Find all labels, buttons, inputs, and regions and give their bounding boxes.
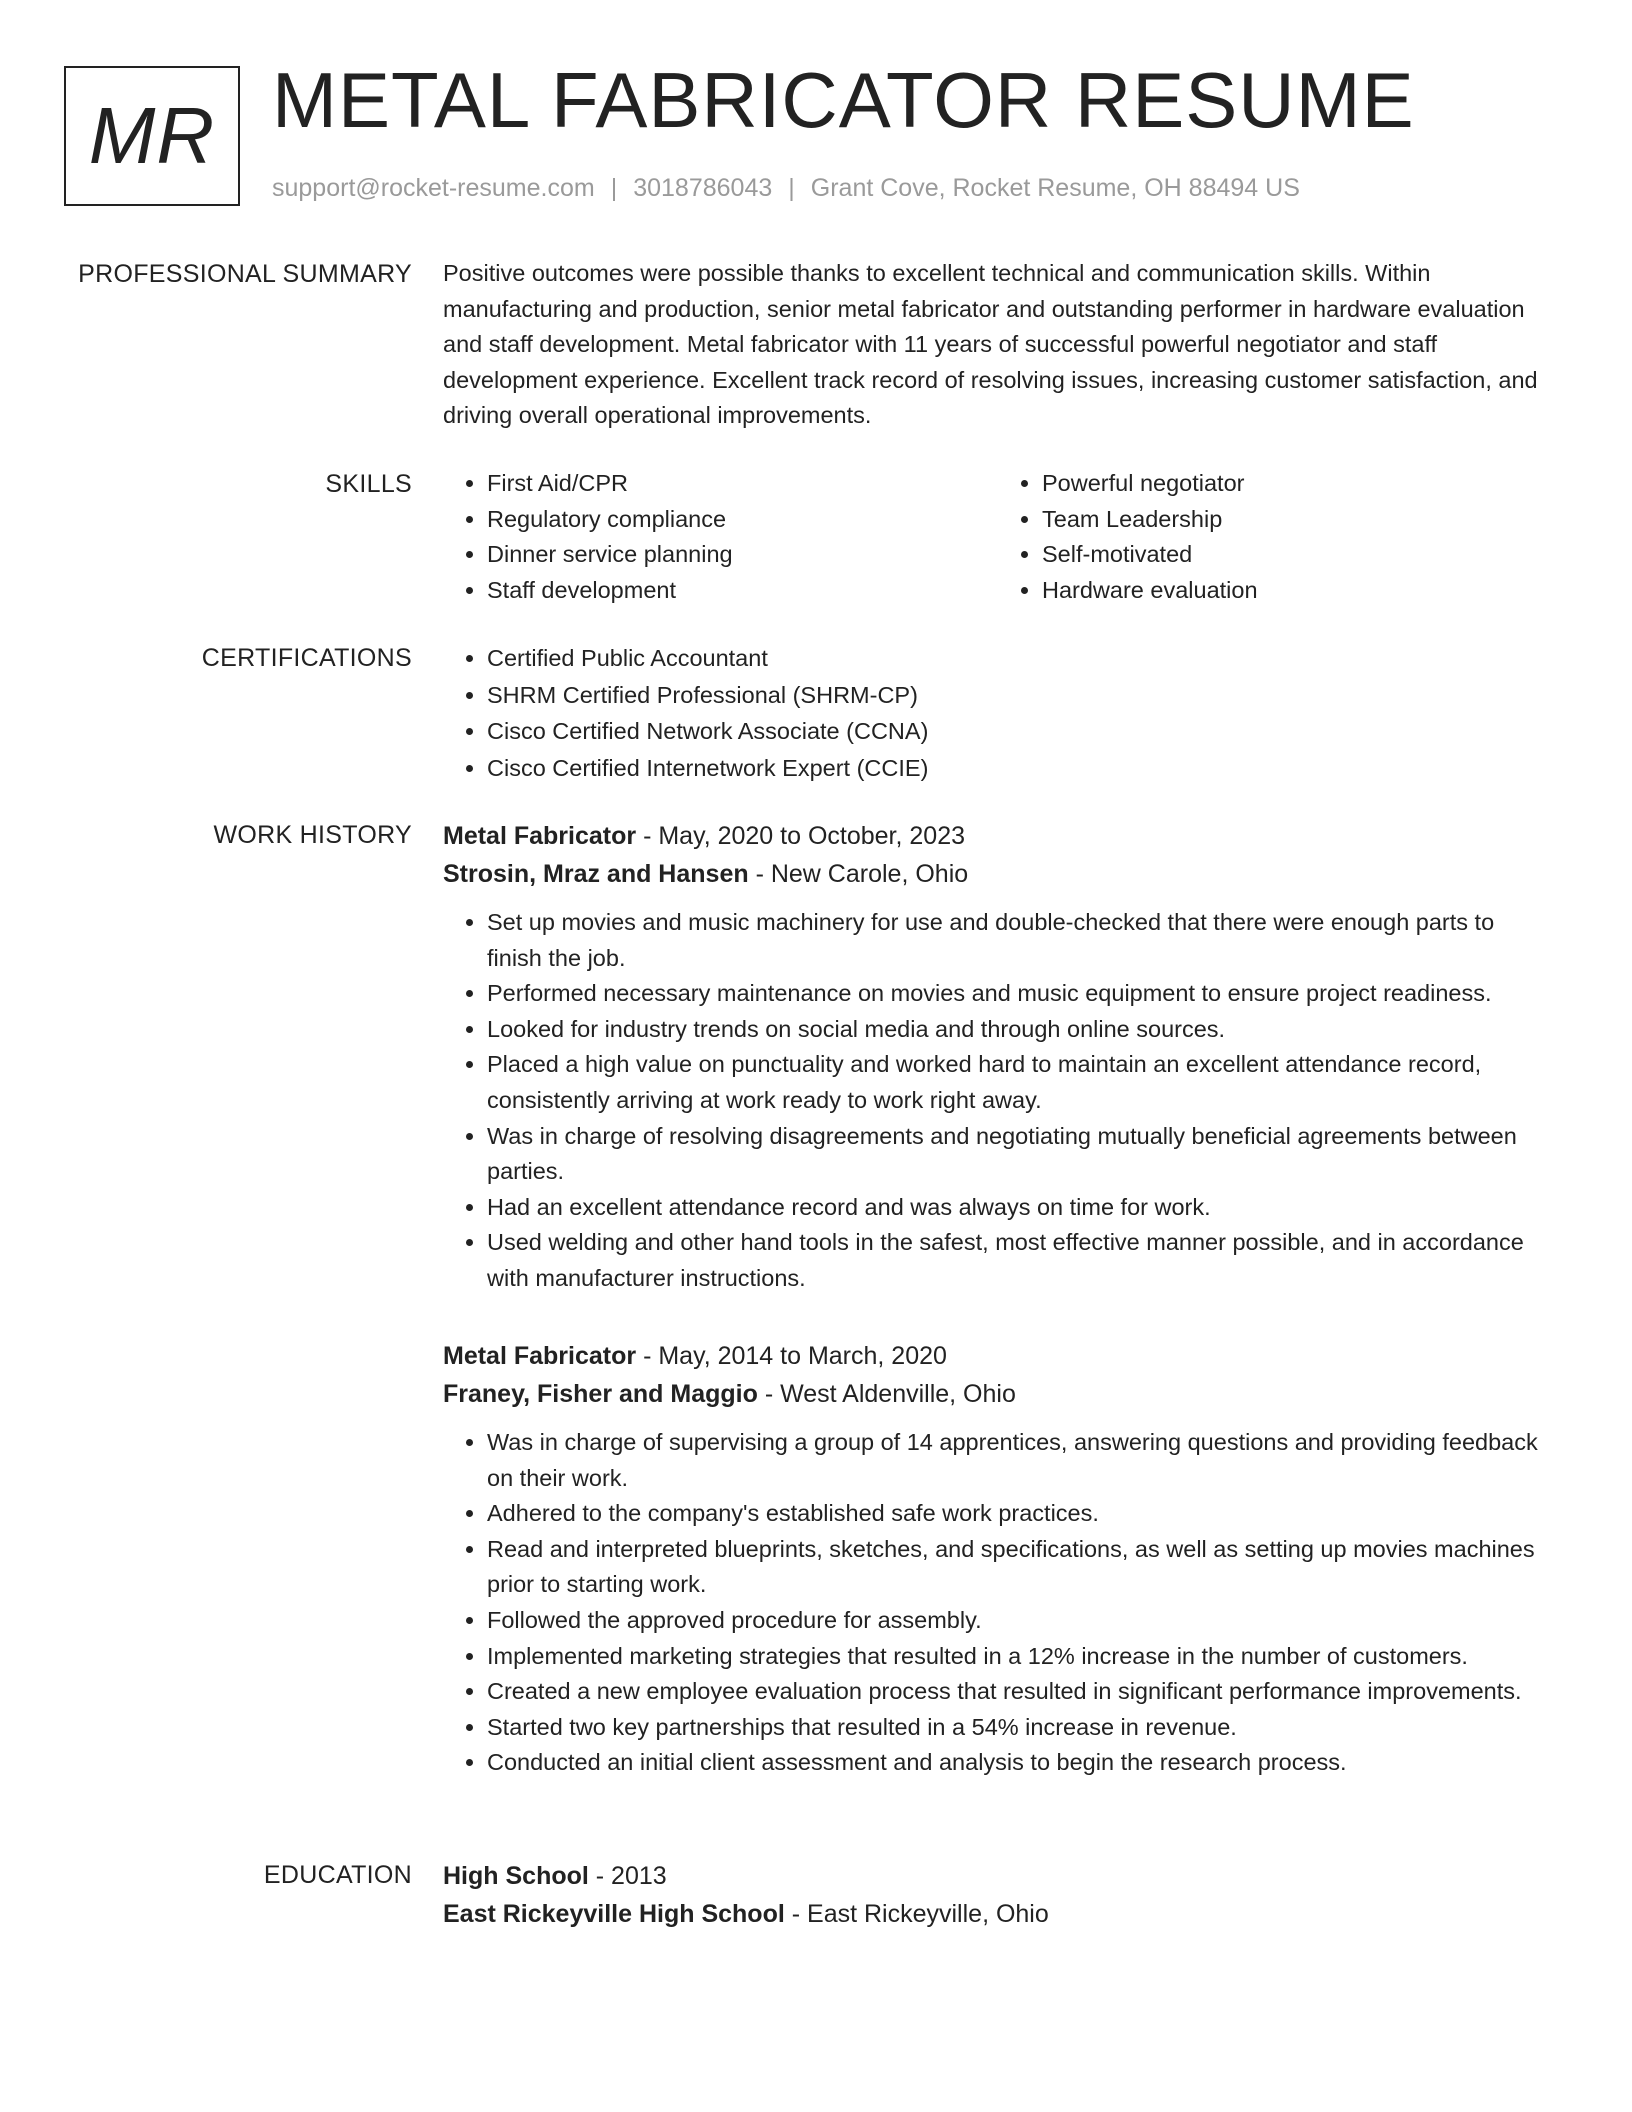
job-bullet: • Followed the approved procedure for assembly. bbox=[487, 1603, 1553, 1639]
certification-item: • SHRM Certified Professional (SHRM-CP) bbox=[487, 677, 1553, 714]
job-bullet: • Was in charge of supervising a group of 14 apprentices, answering questions and providing feedback on their work. bbox=[487, 1425, 1553, 1496]
job-bullet: • Was in charge of resolving disagreements and negotiating mutually beneficial agreements between parties. bbox=[487, 1119, 1553, 1190]
job-bullets bbox=[443, 1425, 1553, 1781]
contact-address: Grant Cove, Rocket Resume, OH 88494 US bbox=[810, 174, 1300, 202]
section-label-summary: PROFESSIONAL SUMMARY bbox=[78, 260, 412, 288]
contact-line bbox=[272, 174, 1300, 203]
job-bullet: • Placed a high value on punctuality and worked hard to maintain an excellent attendance record, consistently arriving at work ready to work right away. bbox=[487, 1047, 1553, 1118]
education-location: - East Rickeyville, Ohio bbox=[791, 1900, 1049, 1928]
job-company-line bbox=[443, 1375, 1553, 1413]
job-bullet: • Used welding and other hand tools in the safest, most effective manner possible, and in accordance with manufacturer instructions. bbox=[487, 1225, 1553, 1296]
education-degree-line bbox=[443, 1857, 1553, 1895]
certifications-list bbox=[443, 640, 1553, 786]
contact-separator: | bbox=[788, 174, 795, 202]
job-bullets bbox=[443, 905, 1553, 1297]
education-year: - 2013 bbox=[595, 1862, 667, 1890]
certification-item: • Cisco Certified Internetwork Expert (CCIE) bbox=[487, 750, 1553, 787]
contact-email: support@rocket-resume.com bbox=[272, 174, 595, 202]
education-degree: High School bbox=[443, 1862, 589, 1890]
monogram-initials: MR bbox=[88, 91, 216, 180]
contact-separator: | bbox=[610, 174, 618, 202]
education-school: East Rickeyville High School bbox=[443, 1900, 785, 1928]
job-company: Strosin, Mraz and Hansen bbox=[443, 860, 749, 888]
job-bullet: • Looked for industry trends on social media and through online sources. bbox=[487, 1012, 1553, 1048]
job-title-line bbox=[443, 1337, 1553, 1375]
certification-item: • Certified Public Accountant bbox=[487, 640, 1553, 677]
job-bullet: • Started two key partnerships that resulted in a 54% increase in revenue. bbox=[487, 1710, 1553, 1746]
job-title: Metal Fabricator bbox=[443, 1342, 637, 1370]
job-bullet: • Set up movies and music machinery for use and double-checked that there were enough parts to finish the job. bbox=[487, 905, 1553, 976]
skill-item: • Team Leadership bbox=[1042, 502, 1553, 538]
skill-item: • Regulatory compliance bbox=[487, 502, 998, 538]
job-bullet: • Read and interpreted blueprints, sketches, and specifications, as well as setting up movies machines prior to starting work. bbox=[487, 1532, 1553, 1603]
education-school-line bbox=[443, 1895, 1553, 1933]
job-bullet: • Adhered to the company's established safe work practices. bbox=[487, 1496, 1553, 1532]
skill-item: • Powerful negotiator bbox=[1042, 466, 1553, 502]
job-bullet: • Conducted an initial client assessment and analysis to begin the research process. bbox=[487, 1745, 1553, 1781]
skill-item: • Hardware evaluation bbox=[1042, 573, 1553, 609]
skills-list-left bbox=[443, 466, 998, 608]
certification-item: • Cisco Certified Network Associate (CCNA) bbox=[487, 713, 1553, 750]
job-title-line bbox=[443, 817, 1553, 855]
certifications-list-wrap bbox=[443, 640, 1553, 786]
job-bullet: • Created a new employee evaluation process that resulted in significant performance improvements. bbox=[487, 1674, 1553, 1710]
job-company-line bbox=[443, 855, 1553, 893]
skill-item: • Dinner service planning bbox=[487, 537, 998, 573]
resume-title: METAL FABRICATOR RESUME bbox=[272, 56, 1415, 144]
skills-grid bbox=[443, 466, 1553, 608]
skills-list-right bbox=[998, 466, 1553, 608]
job-location: - New Carole, Ohio bbox=[755, 860, 969, 888]
job-bullet: • Performed necessary maintenance on movies and music equipment to ensure project readiness. bbox=[487, 976, 1553, 1012]
job-dates: - May, 2014 to March, 2020 bbox=[643, 1342, 947, 1370]
section-label-education: EDUCATION bbox=[263, 1861, 412, 1889]
skill-item: • Self-motivated bbox=[1042, 537, 1553, 573]
summary-text: Positive outcomes were possible thanks to excellent technical and communication skills. Within manufacturing and production, senior metal fabricator and outstanding performer in hardware evaluation and staff development. Metal fabricator with 11 years of successful powerful negotiator and staff development experience. Excellent track record of resolving issues, increasing customer satisfaction, and driving overall operational improvements. bbox=[443, 260, 1538, 429]
job-dates: - May, 2020 to October, 2023 bbox=[643, 822, 966, 850]
job-bullet: • Implemented marketing strategies that resulted in a 12% increase in the number of customers. bbox=[487, 1639, 1553, 1675]
job-entry bbox=[443, 817, 1553, 1297]
skill-item: • First Aid/CPR bbox=[487, 466, 998, 502]
monogram-box bbox=[64, 66, 240, 206]
section-label-skills: SKILLS bbox=[325, 470, 412, 498]
job-bullet: • Had an excellent attendance record and was always on time for work. bbox=[487, 1190, 1553, 1226]
job-location: - West Aldenville, Ohio bbox=[764, 1380, 1016, 1408]
section-label-certifications: CERTIFICATIONS bbox=[201, 644, 412, 672]
job-title: Metal Fabricator bbox=[443, 822, 637, 850]
contact-phone: 3018786043 bbox=[633, 174, 773, 202]
education-entry bbox=[443, 1857, 1553, 1933]
job-company: Franey, Fisher and Maggio bbox=[443, 1380, 758, 1408]
section-label-work-history: WORK HISTORY bbox=[213, 821, 412, 849]
job-entry bbox=[443, 1337, 1553, 1781]
skill-item: • Staff development bbox=[487, 573, 998, 609]
